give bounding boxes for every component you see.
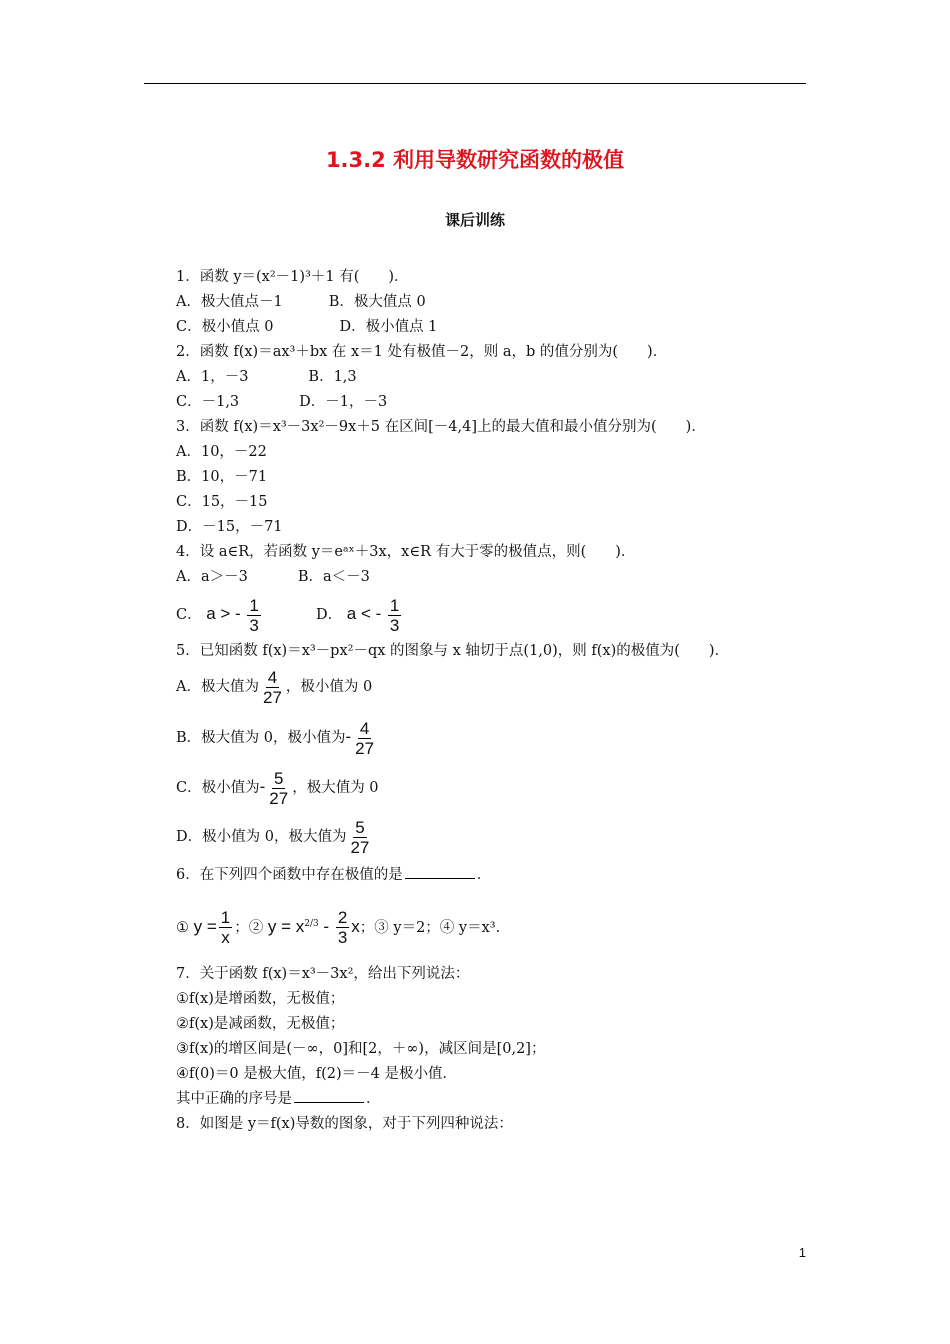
q1-option-c: C．极小值点 0	[176, 319, 274, 335]
fraction-denominator: 27	[262, 687, 282, 707]
q3-option-a: A．10，－22	[176, 444, 267, 460]
answer-blank	[405, 866, 475, 879]
q6-option-1-marker: ①	[176, 919, 189, 936]
q1-stem: 1．函数 y＝(x²－1)³＋1 有( )．	[176, 269, 409, 285]
q7-statement-3: ③f(x)的增区间是(－∞，0]和[2，＋∞)，减区间是[0,2]；	[176, 1041, 546, 1057]
fraction-denominator: 27	[350, 837, 370, 857]
header-rule	[144, 83, 806, 84]
q4-option-d-label: D．	[316, 607, 343, 623]
fraction-numerator: 4	[359, 718, 370, 738]
q5-option-a	[176, 665, 372, 709]
q2-option-d: D．－1，－3	[299, 394, 388, 410]
fraction-numerator: 1	[389, 595, 400, 615]
section-subtitle: 课后训练	[444, 211, 505, 229]
q3-option-b: B．10，－71	[176, 469, 268, 485]
q7-statement-1: ①f(x)是增函数，无极值；	[176, 991, 345, 1007]
page-title: 1.3.2 利用导数研究函数的极值	[325, 148, 625, 172]
q5-option-a-text: A．极大值为	[176, 679, 259, 695]
q7-ask	[176, 1089, 381, 1109]
fraction-denominator: 3	[337, 928, 348, 948]
fraction-denominator: 27	[269, 788, 289, 808]
q6-options-rest: ；③ y＝2；④ y＝x³.	[359, 919, 501, 936]
q4-option-c-expr: a > -	[206, 604, 241, 623]
q2-option-b: B．1,3	[308, 369, 357, 385]
q7-ask-text: 其中正确的序号是	[176, 1091, 292, 1107]
q7-ask-tail: ．	[366, 1091, 381, 1107]
q3-option-d: D．－15，－71	[176, 519, 283, 535]
fraction-denominator: x	[221, 928, 230, 948]
q1-options-cd	[176, 317, 437, 337]
q4-option-c-fraction	[247, 596, 260, 635]
q4-option-a: A．a＞－3	[176, 569, 248, 585]
q6-option-1-fraction	[219, 908, 232, 947]
q6-stem	[176, 865, 491, 885]
q5-option-d-fraction	[348, 818, 371, 857]
minus-sign: -	[259, 777, 266, 796]
fraction-numerator: 4	[267, 667, 278, 687]
fraction-numerator: 5	[274, 768, 284, 788]
q6-stem-text: 6．在下列四个函数中存在极值的是	[176, 867, 403, 883]
q5-option-d-text: D．极小值为 0，极大值为	[176, 829, 347, 845]
minus-sign: -	[318, 916, 334, 936]
q6-option-2-expr: y = x	[267, 916, 305, 936]
q5-option-c-tail: ，极大值为 0	[292, 780, 379, 796]
fraction-numerator: 2	[337, 908, 348, 928]
q4-stem: 4．设 a∈R，若函数 y＝eᵃˣ＋3x，x∈R 有大于零的极值点，则( )．	[176, 544, 636, 560]
q5-option-c-text: C．极小值为	[176, 780, 260, 796]
q5-option-c	[176, 765, 379, 810]
q6-stem-tail: ．	[476, 867, 492, 883]
q3-stem: 3．函数 f(x)＝x³－3x²－9x＋5 在区间[－4,4]上的最大值和最小值分别为( )．	[176, 419, 706, 435]
q5-option-d	[176, 815, 373, 859]
q3-option-c: C．15，－15	[176, 494, 268, 510]
q1-option-b: B．极大值点 0	[328, 294, 426, 310]
q6-options	[176, 900, 500, 952]
fraction-numerator: 1	[249, 595, 259, 615]
q5-option-a-fraction	[261, 668, 284, 707]
fraction-numerator: 1	[220, 908, 231, 928]
fraction-denominator: 3	[249, 615, 259, 635]
q2-options-cd	[176, 392, 387, 412]
q6-option-2-fraction	[336, 908, 349, 947]
q4-options-cd	[176, 592, 403, 637]
fraction-denominator: 27	[355, 738, 375, 758]
q4-option-d-expr: a < -	[346, 604, 382, 623]
q5-option-b-fraction	[353, 719, 376, 758]
fraction-denominator: 3	[389, 615, 400, 635]
page-number: 1	[798, 1245, 806, 1260]
q5-stem: 5．已知函数 f(x)＝x³－px²－qx 的图象与 x 轴切于点(1,0)，则 f(x)的极值为( )．	[176, 643, 730, 659]
q2-option-a: A．1，－3	[176, 369, 249, 385]
q4-options-ab	[176, 567, 370, 587]
q6-option-2-marker: ；②	[234, 919, 264, 936]
q2-option-c: C．－1,3	[176, 394, 240, 410]
q4-option-d-fraction	[388, 596, 401, 635]
fraction-numerator: 5	[355, 817, 365, 837]
q4-option-c-label: C．	[176, 607, 202, 623]
q4-option-b: B．a＜－3	[297, 569, 370, 585]
q6-option-1-expr: y =	[193, 916, 217, 936]
q7-statement-2: ②f(x)是减函数，无极值；	[176, 1016, 345, 1032]
q6-option-2-variable: x	[351, 916, 360, 936]
q2-stem: 2．函数 f(x)＝ax³＋bx 在 x＝1 处有极值－2，则 a，b 的值分别为( )．	[176, 344, 668, 360]
minus-sign: -	[345, 727, 352, 746]
q7-statement-4: ④f(0)＝0 是极大值，f(2)＝－4 是极小值．	[176, 1066, 457, 1082]
q1-option-d: D．极小值点 1	[339, 319, 438, 335]
q5-option-b	[176, 715, 378, 760]
q1-options-ab	[176, 292, 426, 312]
q5-option-c-fraction	[267, 769, 290, 808]
q1-option-a: A．极大值点－1	[176, 294, 283, 310]
q5-option-a-tail: ，极小值为 0	[285, 679, 373, 695]
q8-stem: 8．如图是 y＝f(x)导数的图象，对于下列四种说法：	[176, 1116, 513, 1132]
q2-options-ab	[176, 367, 357, 387]
answer-blank	[294, 1090, 364, 1103]
q5-option-b-text: B．极大值为 0，极小值为	[176, 730, 346, 746]
q7-stem: 7．关于函数 f(x)＝x³－3x²，给出下列说法：	[176, 966, 470, 982]
q6-option-2-exponent: 2/3	[304, 919, 319, 929]
